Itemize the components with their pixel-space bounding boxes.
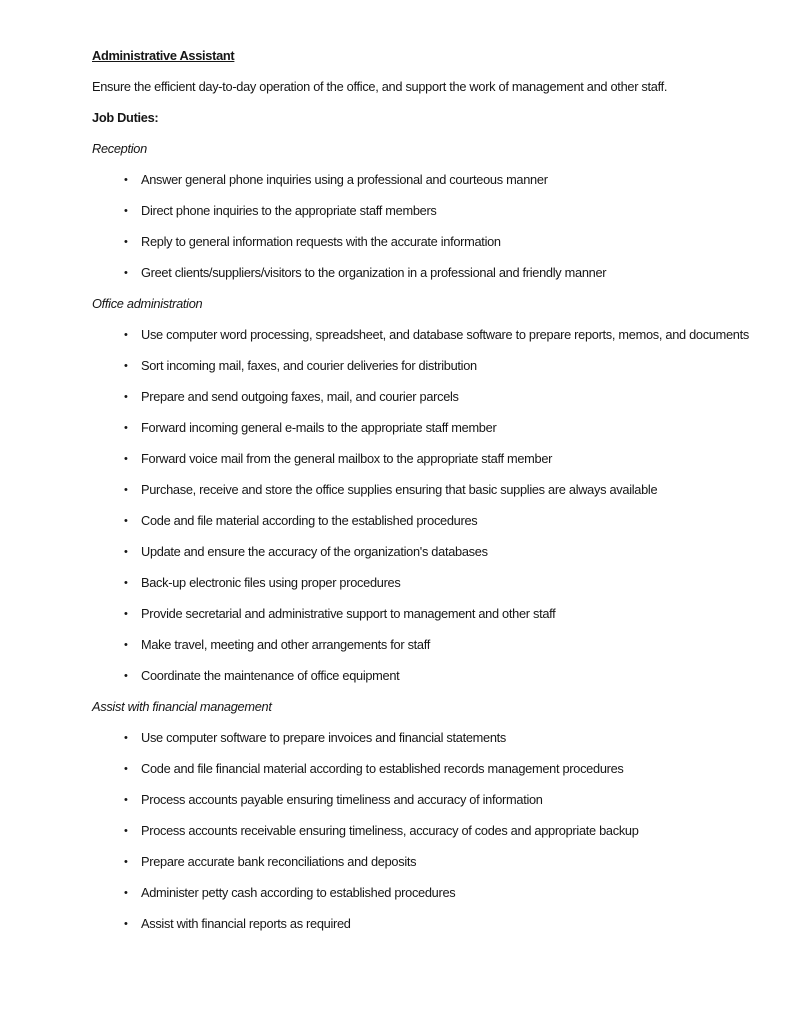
list-item	[124, 917, 763, 931]
bullet-icon: •	[124, 174, 128, 186]
duty-text: Process accounts receivable ensuring timeliness, accuracy of codes and appropriate backup	[141, 823, 639, 838]
list-item	[124, 328, 763, 342]
duty-text: Reply to general information requests with the accurate information	[141, 234, 501, 249]
list-item	[124, 359, 763, 373]
bullet-icon: •	[124, 608, 128, 620]
section-heading-reception: Reception	[92, 141, 147, 156]
financial-management-duty-list	[92, 731, 763, 931]
duty-text: Direct phone inquiries to the appropriate staff members	[141, 203, 437, 218]
bullet-icon: •	[124, 794, 128, 806]
duty-text: Forward incoming general e-mails to the appropriate staff member	[141, 420, 497, 435]
duty-text: Assist with financial reports as required	[141, 916, 351, 931]
list-item	[124, 638, 763, 652]
bullet-icon: •	[124, 546, 128, 558]
list-item	[124, 514, 763, 528]
duty-text: Prepare accurate bank reconciliations and deposits	[141, 854, 417, 869]
duty-text: Purchase, receive and store the office supplies ensuring that basic supplies are always available	[141, 482, 658, 497]
list-item	[124, 731, 763, 745]
duty-text: Use computer software to prepare invoices and financial statements	[141, 730, 507, 745]
duty-text: Back-up electronic files using proper procedures	[141, 575, 401, 590]
bullet-icon: •	[124, 391, 128, 403]
duty-text: Use computer word processing, spreadsheet, and database software to prepare reports, memos, and documents	[141, 327, 749, 342]
duty-text: Forward voice mail from the general mailbox to the appropriate staff member	[141, 451, 553, 466]
duty-text: Provide secretarial and administrative support to management and other staff	[141, 606, 556, 621]
bullet-icon: •	[124, 422, 128, 434]
duty-text: Greet clients/suppliers/visitors to the organization in a professional and friendly manner	[141, 265, 607, 280]
bullet-icon: •	[124, 515, 128, 527]
bullet-icon: •	[124, 267, 128, 279]
duty-text: Administer petty cash according to established procedures	[141, 885, 456, 900]
bullet-icon: •	[124, 856, 128, 868]
list-item	[124, 607, 763, 621]
section-heading-financial-management: Assist with financial management	[92, 699, 272, 714]
section-heading-office-administration: Office administration	[92, 296, 203, 311]
list-item	[124, 886, 763, 900]
duty-text: Update and ensure the accuracy of the organization's databases	[141, 544, 488, 559]
bullet-icon: •	[124, 763, 128, 775]
bullet-icon: •	[124, 484, 128, 496]
list-item	[124, 762, 763, 776]
duty-text: Answer general phone inquiries using a professional and courteous manner	[141, 172, 548, 187]
list-item	[124, 545, 763, 559]
bullet-icon: •	[124, 360, 128, 372]
list-item	[124, 669, 763, 683]
bullet-icon: •	[124, 639, 128, 651]
duty-text: Code and file material according to the established procedures	[141, 513, 478, 528]
job-duties-label: Job Duties:	[92, 110, 159, 125]
office-administration-duty-list	[92, 328, 763, 683]
bullet-icon: •	[124, 577, 128, 589]
duty-text: Make travel, meeting and other arrangements for staff	[141, 637, 431, 652]
bullet-icon: •	[124, 205, 128, 217]
bullet-icon: •	[124, 918, 128, 930]
duty-text: Coordinate the maintenance of office equipment	[141, 668, 400, 683]
list-item	[124, 173, 763, 187]
list-item	[124, 855, 763, 869]
list-item	[124, 421, 763, 435]
list-item	[124, 452, 763, 466]
bullet-icon: •	[124, 825, 128, 837]
bullet-icon: •	[124, 887, 128, 899]
list-item	[124, 390, 763, 404]
bullet-icon: •	[124, 453, 128, 465]
document-title: Administrative Assistant	[92, 48, 235, 63]
intro-paragraph: Ensure the efficient day-to-day operation of the office, and support the work of management and other staff.	[92, 79, 668, 94]
bullet-icon: •	[124, 732, 128, 744]
bullet-icon: •	[124, 236, 128, 248]
duty-text: Sort incoming mail, faxes, and courier deliveries for distribution	[141, 358, 477, 373]
bullet-icon: •	[124, 670, 128, 682]
list-item	[124, 204, 763, 218]
list-item	[124, 793, 763, 807]
list-item	[124, 235, 763, 249]
list-item	[124, 576, 763, 590]
list-item	[124, 266, 763, 280]
duty-text: Prepare and send outgoing faxes, mail, and courier parcels	[141, 389, 459, 404]
reception-duty-list	[92, 173, 763, 280]
list-item	[124, 824, 763, 838]
bullet-icon: •	[124, 329, 128, 341]
duty-text: Process accounts payable ensuring timeliness and accuracy of information	[141, 792, 543, 807]
duty-text: Code and file financial material according to established records management procedures	[141, 761, 624, 776]
list-item	[124, 483, 763, 497]
